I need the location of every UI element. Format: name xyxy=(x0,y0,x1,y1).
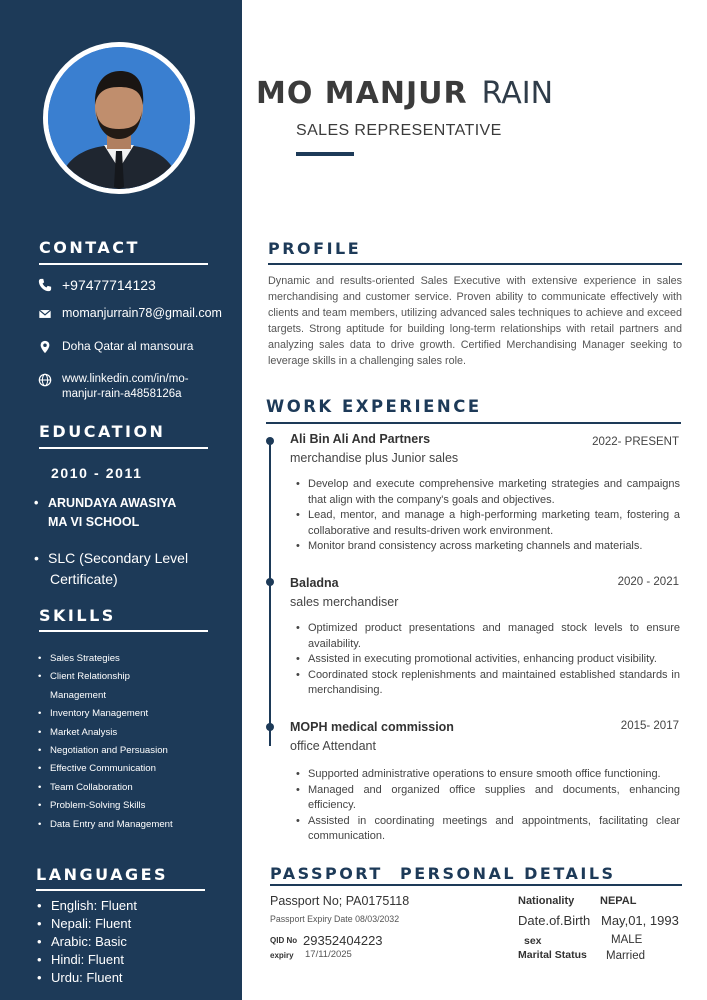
work-experience-divider xyxy=(266,422,681,424)
marital-status-value: Married xyxy=(606,950,645,962)
work-experience-heading: WORK EXPERIENCE xyxy=(266,397,482,416)
nationality-value: NEPAL xyxy=(600,895,637,907)
job-bullet: • Lead, mentor, and manage a high-performing marketing team, fostering a collaborative and results-driven work environment. xyxy=(296,508,680,539)
dob-value: May,01, 1993 xyxy=(601,913,679,928)
timeline-line xyxy=(269,441,271,746)
first-name: MO MANJUR xyxy=(256,76,468,111)
skill-item: • Client Relationship xyxy=(38,670,173,688)
email-text: momanjurrain78@gmail.com xyxy=(62,306,222,320)
job-role: office Attendant xyxy=(290,739,376,753)
skill-item-continuation: Management xyxy=(50,689,106,701)
job-role: sales merchandiser xyxy=(290,595,399,609)
job-bullet: • Coordinated stock replenishments and maintained established standards in merchandising. xyxy=(296,668,680,699)
skill-item: • Effective Communication xyxy=(38,762,173,780)
marital-status-label: Marital Status xyxy=(518,949,587,961)
skill-item: • Problem-Solving Skills xyxy=(38,799,173,817)
education-years: 2010 - 2011 xyxy=(51,465,143,481)
language-item: • Hindi: Fluent xyxy=(36,951,137,969)
skill-item: • Team Collaboration xyxy=(38,781,173,799)
job-bullet: • Monitor brand consistency across marketing channels and materials. xyxy=(296,539,680,555)
contact-divider xyxy=(39,263,208,265)
contact-linkedin xyxy=(38,372,189,402)
profile-photo xyxy=(48,47,190,189)
job-bullet: • Optimized product presentations and managed stock levels to ensure availability. xyxy=(296,621,680,652)
education-degree: • SLC (Secondary Level Certificate) xyxy=(34,548,188,590)
profile-text: Dynamic and results-oriented Sales Executive with extensive experience in sales merchandising and customer service. Proven ability to communicate effectively with clients and team members, utilizing advanced sales techniques to achieve and exceed targets. Strong aptitude for building long-term relationships with retail partners and analyzing sales data to drive growth. Certified Merchandising Manager seeking to leverage skills in a challenging sales role. xyxy=(268,275,682,367)
sidebar xyxy=(0,0,242,1000)
skill-item: • Sales Strategies xyxy=(38,652,173,670)
contact-email xyxy=(38,306,222,321)
email-icon xyxy=(38,307,52,321)
job-dates: 2015- 2017 xyxy=(620,720,679,732)
job-company: Baladna xyxy=(290,576,339,590)
qid-value: 29352404223 xyxy=(303,933,383,948)
sex-label: sex xyxy=(524,935,542,947)
job-bullet: • Managed and organized office supplies and documents, enhancing efficiency. xyxy=(296,783,680,814)
skill-item: • Market Analysis xyxy=(38,726,173,744)
education-divider xyxy=(39,447,208,449)
personal-details-heading: PERSONAL DETAILS xyxy=(400,864,616,883)
job-bullets xyxy=(296,767,680,845)
skills-list xyxy=(38,652,173,836)
sex-value: MALE xyxy=(611,934,643,946)
profile-divider xyxy=(268,263,682,265)
skill-item: • Inventory Management xyxy=(38,707,173,725)
full-name xyxy=(256,76,553,111)
contact-address xyxy=(38,339,193,354)
contact-phone xyxy=(38,277,156,293)
phone-text: +97477714123 xyxy=(62,277,156,293)
job-bullet: • Develop and execute comprehensive marketing strategies and campaigns that align with the company's goals and objectives. xyxy=(296,477,680,508)
job-company: MOPH medical commission xyxy=(290,720,454,734)
languages-list xyxy=(36,897,137,987)
passport-divider xyxy=(270,884,682,886)
linkedin-line-2: manjur-rain-a4858126a xyxy=(62,388,182,400)
job-bullets xyxy=(296,477,680,555)
job-dates: 2020 - 2021 xyxy=(617,576,679,588)
job-bullets xyxy=(296,621,680,699)
skills-heading: SKILLS xyxy=(39,606,116,625)
language-item: • English: Fluent xyxy=(36,897,137,915)
skill-item: • Negotiation and Persuasion xyxy=(38,744,173,762)
job-company: Ali Bin Ali And Partners xyxy=(290,432,431,446)
passport-heading: PASSPORT xyxy=(270,864,383,883)
person-portrait-icon xyxy=(48,47,190,189)
language-item: • Nepali: Fluent xyxy=(36,915,137,933)
qid-label: QID No xyxy=(270,936,298,945)
passport-number: Passport No; PA0175118 xyxy=(270,894,410,908)
timeline-dot xyxy=(266,578,274,586)
job-bullet: • Supported administrative operations to ensure smooth office functioning. xyxy=(296,767,680,783)
job-role: merchandise plus Junior sales xyxy=(290,451,459,465)
languages-divider xyxy=(36,889,205,891)
job-bullet: • Assisted in coordinating meetings and appointments, facilitating clear communication. xyxy=(296,814,680,845)
language-item: • Arabic: Basic xyxy=(36,933,137,951)
last-name: RAIN xyxy=(481,76,554,111)
timeline-dot xyxy=(266,723,274,731)
profile-heading: PROFILE xyxy=(268,239,362,258)
school-line-2: MA VI SCHOOL xyxy=(48,515,140,529)
address-text: Doha Qatar al mansoura xyxy=(62,339,194,353)
languages-heading: LANGUAGES xyxy=(36,865,169,884)
education-heading: EDUCATION xyxy=(39,422,166,441)
contact-heading: CONTACT xyxy=(39,238,140,257)
nationality-label: Nationality xyxy=(518,895,575,907)
skills-divider xyxy=(39,630,208,632)
job-bullet: • Assisted in executing promotional activities, enhancing product visibility. xyxy=(296,652,680,668)
globe-icon xyxy=(38,373,52,387)
degree-line-1: SLC (Secondary Level xyxy=(48,550,189,566)
qid-expiry-value: 17/11/2025 xyxy=(305,949,352,960)
job-title: SALES REPRESENTATIVE xyxy=(296,122,502,139)
skill-item: • Data Entry and Management xyxy=(38,818,173,836)
job-dates: 2022- PRESENT xyxy=(592,436,679,448)
location-pin-icon xyxy=(38,340,52,354)
education-school: • ARUNDAYA AWASIYA MA VI SCHOOL xyxy=(34,494,176,532)
passport-expiry-date: Passport Expiry Date 08/03/2032 xyxy=(270,914,400,924)
qid-expiry-label: expiry xyxy=(270,951,294,960)
linkedin-line-1: www.linkedin.com/in/mo- xyxy=(62,373,189,385)
dob-label: Date.of.Birth xyxy=(518,913,591,928)
title-accent-bar xyxy=(296,152,354,156)
school-line-1: ARUNDAYA AWASIYA xyxy=(48,496,177,510)
degree-line-2: Certificate) xyxy=(50,571,118,587)
timeline-dot xyxy=(266,437,274,445)
phone-icon xyxy=(38,278,52,292)
language-item: • Urdu: Fluent xyxy=(36,969,137,987)
